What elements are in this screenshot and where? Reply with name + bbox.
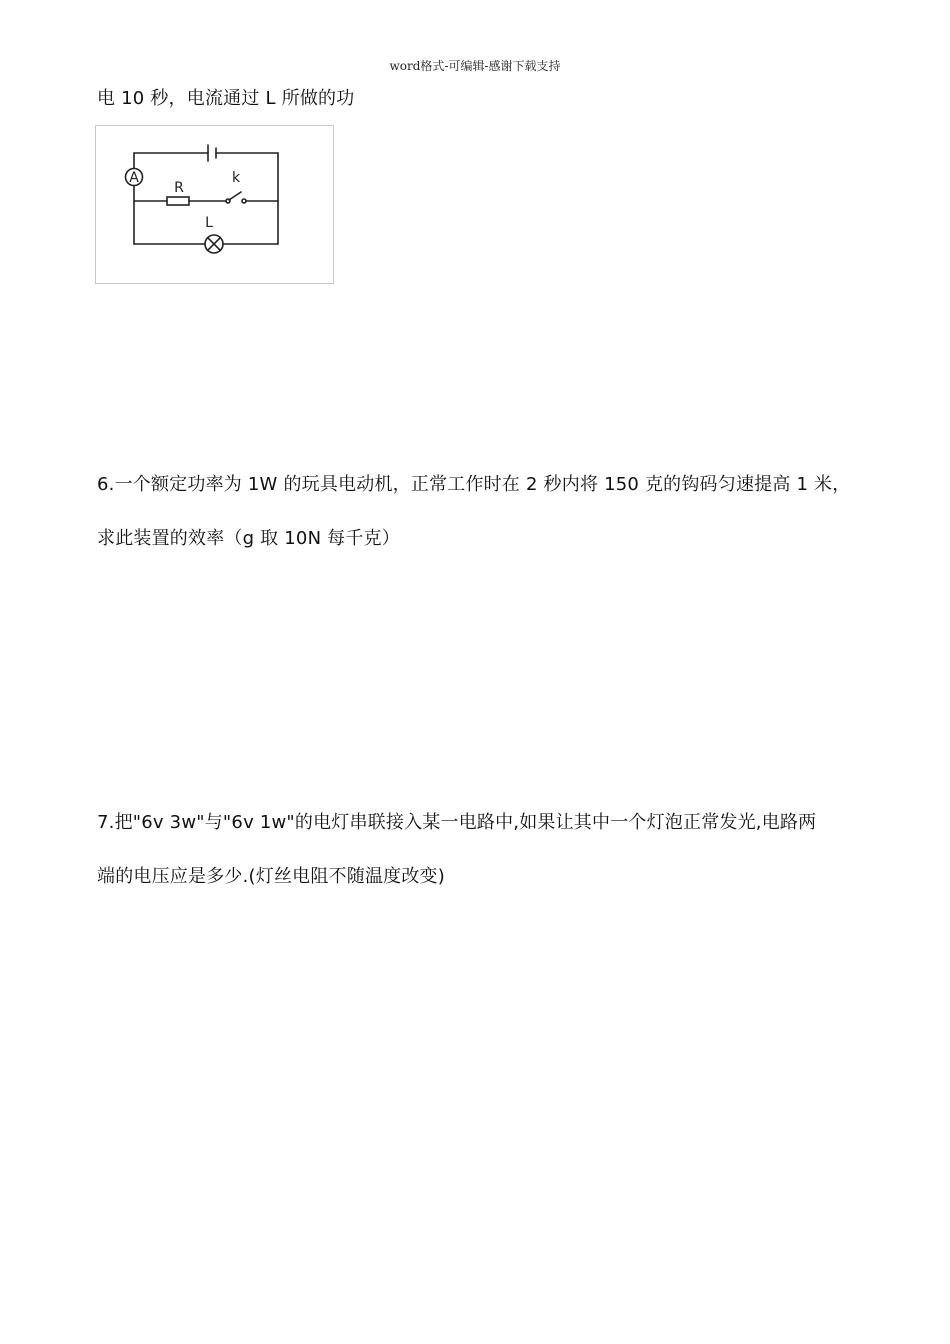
problem-6-line-1: 6.一个额定功率为 1W 的玩具电动机，正常工作时在 2 秒内将 150 克的钩码匀速提高 1 米， <box>97 474 851 495</box>
resistor-label: R <box>174 180 184 196</box>
problem-7-line-1: 7.把"6v 3w"与"6v 1w"的电灯串联接入某一电路中,如果让其中一个灯泡正常发光,电路两 <box>97 812 817 833</box>
circuit-diagram <box>95 125 334 284</box>
page-header: word格式-可编辑-感谢下载支持 <box>389 59 561 73</box>
resistor <box>167 197 189 205</box>
problem-7-line-2: 端的电压应是多少.(灯丝电阻不随温度改变) <box>97 866 445 887</box>
ammeter-label: A <box>129 170 139 186</box>
switch-blade <box>229 192 241 200</box>
circuit-diagram-svg <box>96 126 335 285</box>
problem-6-line-2: 求此装置的效率（g 取 10N 每千克） <box>97 528 400 549</box>
problem-5-text-tail: 电 10 秒，电流通过 L 所做的功 <box>97 88 355 109</box>
switch-label: k <box>231 170 241 186</box>
lamp-label: L <box>205 215 213 231</box>
